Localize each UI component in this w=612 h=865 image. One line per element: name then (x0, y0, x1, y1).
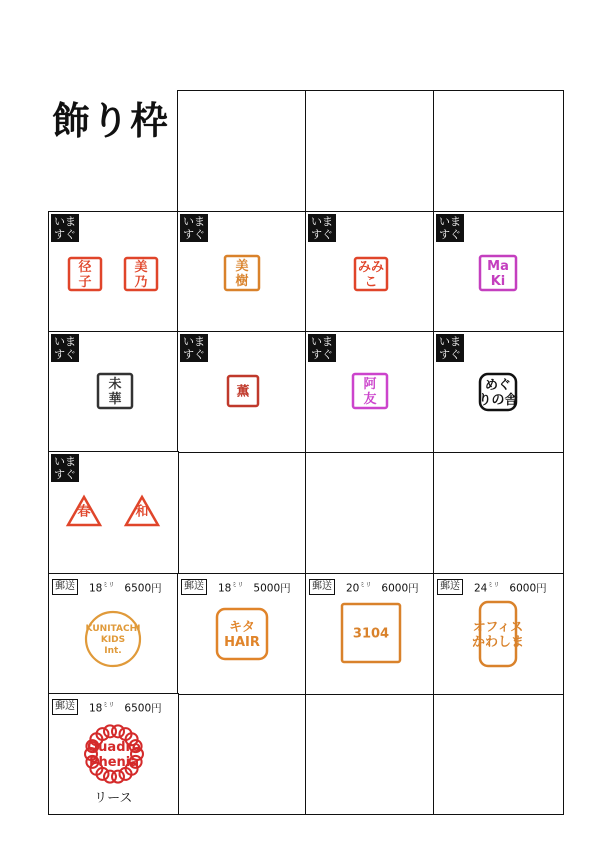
stamp-impression (84, 610, 142, 672)
now-badge-line: いま (183, 335, 205, 348)
price-value: 6500円 (124, 702, 162, 715)
stamp-impression (67, 256, 103, 296)
stamp-impression (351, 372, 389, 414)
empty-cell (433, 693, 564, 815)
seal-text: こ (364, 274, 378, 290)
now-badge (51, 214, 79, 242)
stamp-impression (478, 254, 518, 296)
seal-text: 3104 (352, 626, 390, 642)
size-unit: ミリ (487, 582, 500, 589)
seal-text: 樹 (235, 273, 249, 289)
stamp-impression (471, 600, 525, 672)
now-badge-line: すぐ (439, 348, 461, 361)
now-badge (436, 214, 464, 242)
seal-text: 薫 (236, 384, 250, 400)
now-badge-line: いま (311, 335, 333, 348)
seal-text: KUNITACHI (85, 624, 141, 634)
now-badge-line: いま (311, 215, 333, 228)
seal-text: めぐ (484, 377, 512, 393)
post-badge: 郵送 (309, 579, 335, 595)
stamp-impression (123, 494, 161, 532)
stamp-impression (65, 494, 103, 532)
now-badge-line: すぐ (439, 228, 461, 241)
size-unit: ミリ (102, 582, 115, 589)
now-badge-line: いま (54, 335, 76, 348)
stamp-impression (223, 254, 261, 296)
stamp-impression (123, 256, 159, 296)
now-badge-line: いま (439, 335, 461, 348)
seal-text: みみ (357, 259, 385, 275)
now-badge-line: すぐ (54, 228, 76, 241)
now-badge-line: いま (54, 455, 76, 468)
now-badge (308, 214, 336, 242)
now-badge (51, 334, 79, 362)
seal-text: 友 (363, 391, 377, 407)
seal-text: Ki (490, 273, 506, 289)
stamp-impression (215, 607, 269, 665)
post-badge: 郵送 (52, 579, 78, 595)
seal-text: Quadro (87, 739, 141, 755)
seal-text: Int. (104, 646, 122, 656)
empty-cell (305, 451, 435, 575)
now-badge-line: すぐ (54, 348, 76, 361)
post-stamp-3104[interactable] (305, 573, 435, 695)
seal-text: 美 (235, 258, 249, 274)
seal-text: Phenia (88, 754, 140, 770)
empty-cell (177, 693, 307, 815)
size-unit: ミリ (102, 702, 115, 709)
now-badge (180, 214, 208, 242)
stamp-impression (353, 256, 389, 296)
size-value: 24 (474, 582, 488, 595)
size-unit: ミリ (359, 582, 372, 589)
now-badge-line: すぐ (311, 348, 333, 361)
ready-stamp-mihana[interactable] (48, 331, 179, 453)
ready-stamp-mimiko[interactable] (305, 211, 435, 333)
ready-stamp-megumi[interactable] (433, 331, 564, 453)
seal-text: 華 (108, 391, 122, 407)
seal-text: 和 (135, 504, 149, 520)
now-badge-line: すぐ (183, 348, 205, 361)
now-badge-line: すぐ (54, 468, 76, 481)
post-badge: 郵送 (181, 579, 207, 595)
stamp-impression (226, 374, 260, 412)
ready-stamp-pair-square[interactable] (48, 211, 179, 333)
empty-cell (433, 90, 564, 213)
seal-text: KIDS (100, 635, 126, 645)
seal-text: キタ (229, 619, 255, 635)
post-stamp-kita-hair[interactable] (177, 573, 307, 695)
size-value: 20 (346, 582, 360, 595)
post-badge: 郵送 (437, 579, 463, 595)
size-value: 18 (89, 702, 103, 715)
seal-text: 美 (134, 259, 148, 275)
now-badge-line: すぐ (311, 228, 333, 241)
size-price (89, 700, 162, 716)
ready-stamp-mariko[interactable] (433, 211, 564, 333)
size-value: 18 (89, 582, 103, 595)
now-badge (308, 334, 336, 362)
seal-text: Ma (487, 258, 509, 274)
now-badge-line: いま (183, 215, 205, 228)
ready-stamp-ayako[interactable] (305, 331, 435, 453)
seal-text: 乃 (134, 274, 148, 290)
ready-stamp-kaori[interactable] (177, 331, 307, 453)
size-price (218, 580, 291, 596)
seal-text: 春 (77, 504, 91, 520)
stamp-impression (340, 602, 402, 668)
empty-cell (433, 451, 564, 575)
now-badge (180, 334, 208, 362)
stamp-impression (96, 372, 134, 414)
now-badge (51, 454, 79, 482)
empty-cell (305, 693, 435, 815)
seal-text: 径 (78, 259, 92, 275)
empty-cell (305, 90, 435, 213)
price-value: 6000円 (509, 582, 547, 595)
now-badge (436, 334, 464, 362)
ready-stamp-bitou[interactable] (177, 211, 307, 333)
seal-text: オフィス (472, 619, 524, 635)
post-stamp-quadrophenia[interactable] (48, 693, 179, 815)
now-badge-line: いま (439, 215, 461, 228)
seal-text: HAIR (224, 634, 260, 650)
seal-text: かわしま (471, 634, 525, 650)
price-value: 5000円 (253, 582, 291, 595)
post-stamp-kunitachi[interactable] (48, 573, 179, 695)
size-price (474, 580, 547, 596)
seal-text: 子 (78, 274, 92, 290)
size-value: 18 (218, 582, 232, 595)
now-badge-line: いま (54, 215, 76, 228)
post-stamp-office-kawashima[interactable] (433, 573, 564, 695)
seal-text: 未 (108, 376, 122, 392)
size-price (346, 580, 419, 596)
page-title: 飾り枠 (52, 99, 170, 143)
stamp-impression (478, 372, 518, 416)
now-badge-line: すぐ (183, 228, 205, 241)
stamp-impression (84, 724, 144, 788)
price-value: 6500円 (124, 582, 162, 595)
price-value: 6000円 (381, 582, 419, 595)
empty-cell (177, 451, 307, 575)
post-badge: 郵送 (52, 699, 78, 715)
size-unit: ミリ (231, 582, 244, 589)
ready-stamp-pair-triangle[interactable] (48, 451, 179, 575)
seal-text: りの舎 (478, 392, 518, 408)
empty-cell (177, 90, 307, 213)
item-caption: リース (94, 790, 133, 806)
size-price (89, 580, 162, 596)
seal-text: 阿 (363, 376, 377, 392)
